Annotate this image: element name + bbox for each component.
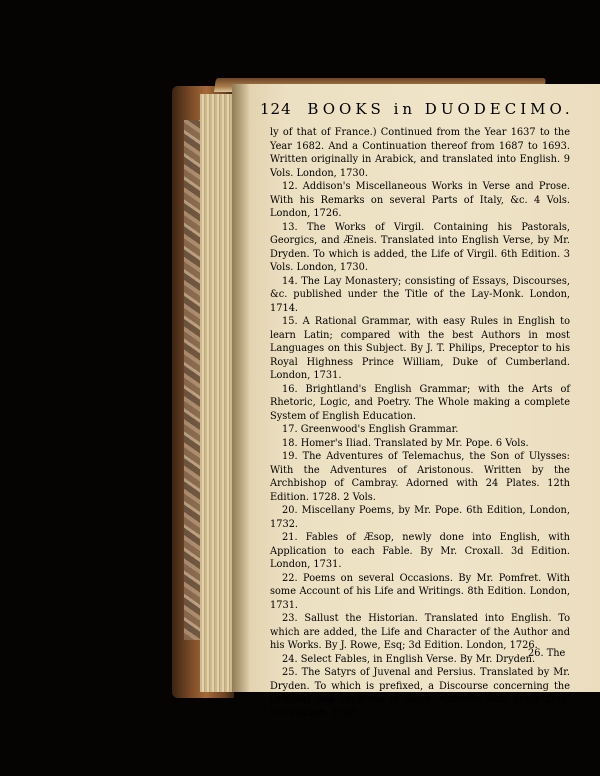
catalogue-entry: 24. Select Fables, in English Verse. By Mr. Dryden.: [282, 653, 536, 665]
entry-continuation: ly of that of France.) Continued from the Year 1637 to the Year 1682. And a Continuation thereof from 1687 to 1693. Written originally in Arabick, and translated into English. 9 Vols. London, 1730.: [270, 127, 570, 179]
catalogue-entry: 16. Brightland's English Grammar; with the Arts of Rhetoric, Logic, and Poetry. The Whole making a complete System of English Education.: [270, 383, 570, 422]
catalogue-entry: 18. Homer's Iliad. Translated by Mr. Pope. 6 Vols.: [282, 437, 529, 449]
catalogue-entry: 19. The Adventures of Telemachus, the Son of Ulysses: With the Adventures of Aristonous. Written by the Archbishop of Cambray. Adorned with 24 Plates. 12th Edition. 1728. 2 Vols.: [270, 451, 570, 503]
running-header: [260, 100, 580, 118]
catalogue-entry: 21. Fables of Æsop, newly done into English, with Application to each Fable. By Mr. Croxall. 3d Edition. London, 1731.: [270, 532, 570, 570]
catalogue-entry: 14. The Lay Monastery; consisting of Essays, Discourses, &c. published under the Title of the Lay-Monk. London, 1714.: [270, 275, 570, 314]
catalogue-entry: 12. Addison's Miscellaneous Works in Verse and Prose. With his Remarks on several Parts of Italy, &c. 4 Vols. London, 1726.: [270, 181, 570, 219]
catalogue-entry: 13. The Works of Virgil. Containing his Pastorals, Georgics, and Æneis. Translated into English Verse, by Mr. Dryden. To which is added, the Life of Virgil. 6th Edition. 3 Vols. London, 1730.: [270, 221, 570, 273]
catalogue-text: [270, 126, 570, 720]
catchword: 26. The: [528, 648, 566, 659]
catalogue-entry: 23. Sallust the Historian. Translated into English. To which are added, the Life and Character of the Author and his Works. By J. Rowe, Esq; 3d Edition. London, 1726.: [270, 613, 570, 651]
catalogue-entry: 17. Greenwood's English Grammar.: [282, 424, 459, 435]
catalogue-entry: 25. The Satyrs of Juvenal and Persius. Translated by Mr. Dryden. To which is prefixed, a Discourse concerning the Original and Progress of Satyr. Adorned with Sculptures. 5th Edition. 1726.: [270, 667, 570, 719]
catalogue-entry: 15. A Rational Grammar, with easy Rules in English to learn Latin; compared with the best Authors in most Languages on this Subject. By J. T. Philips, Preceptor to his Royal Highness Prince William, Duke of Cumberland. London, 1731.: [270, 316, 570, 381]
catalogue-entry: 20. Miscellany Poems, by Mr. Pope. 6th Edition, London, 1732.: [270, 505, 570, 530]
catalogue-entry: 22. Poems on several Occasions. By Mr. Pomfret. With some Account of his Life and Writings. 8th Edition. London, 1731.: [270, 572, 570, 611]
running-title: BOOKS in DUODECIMO.: [307, 100, 574, 118]
page-number: 124: [260, 100, 292, 118]
page-gutter-shadow: [232, 84, 250, 692]
